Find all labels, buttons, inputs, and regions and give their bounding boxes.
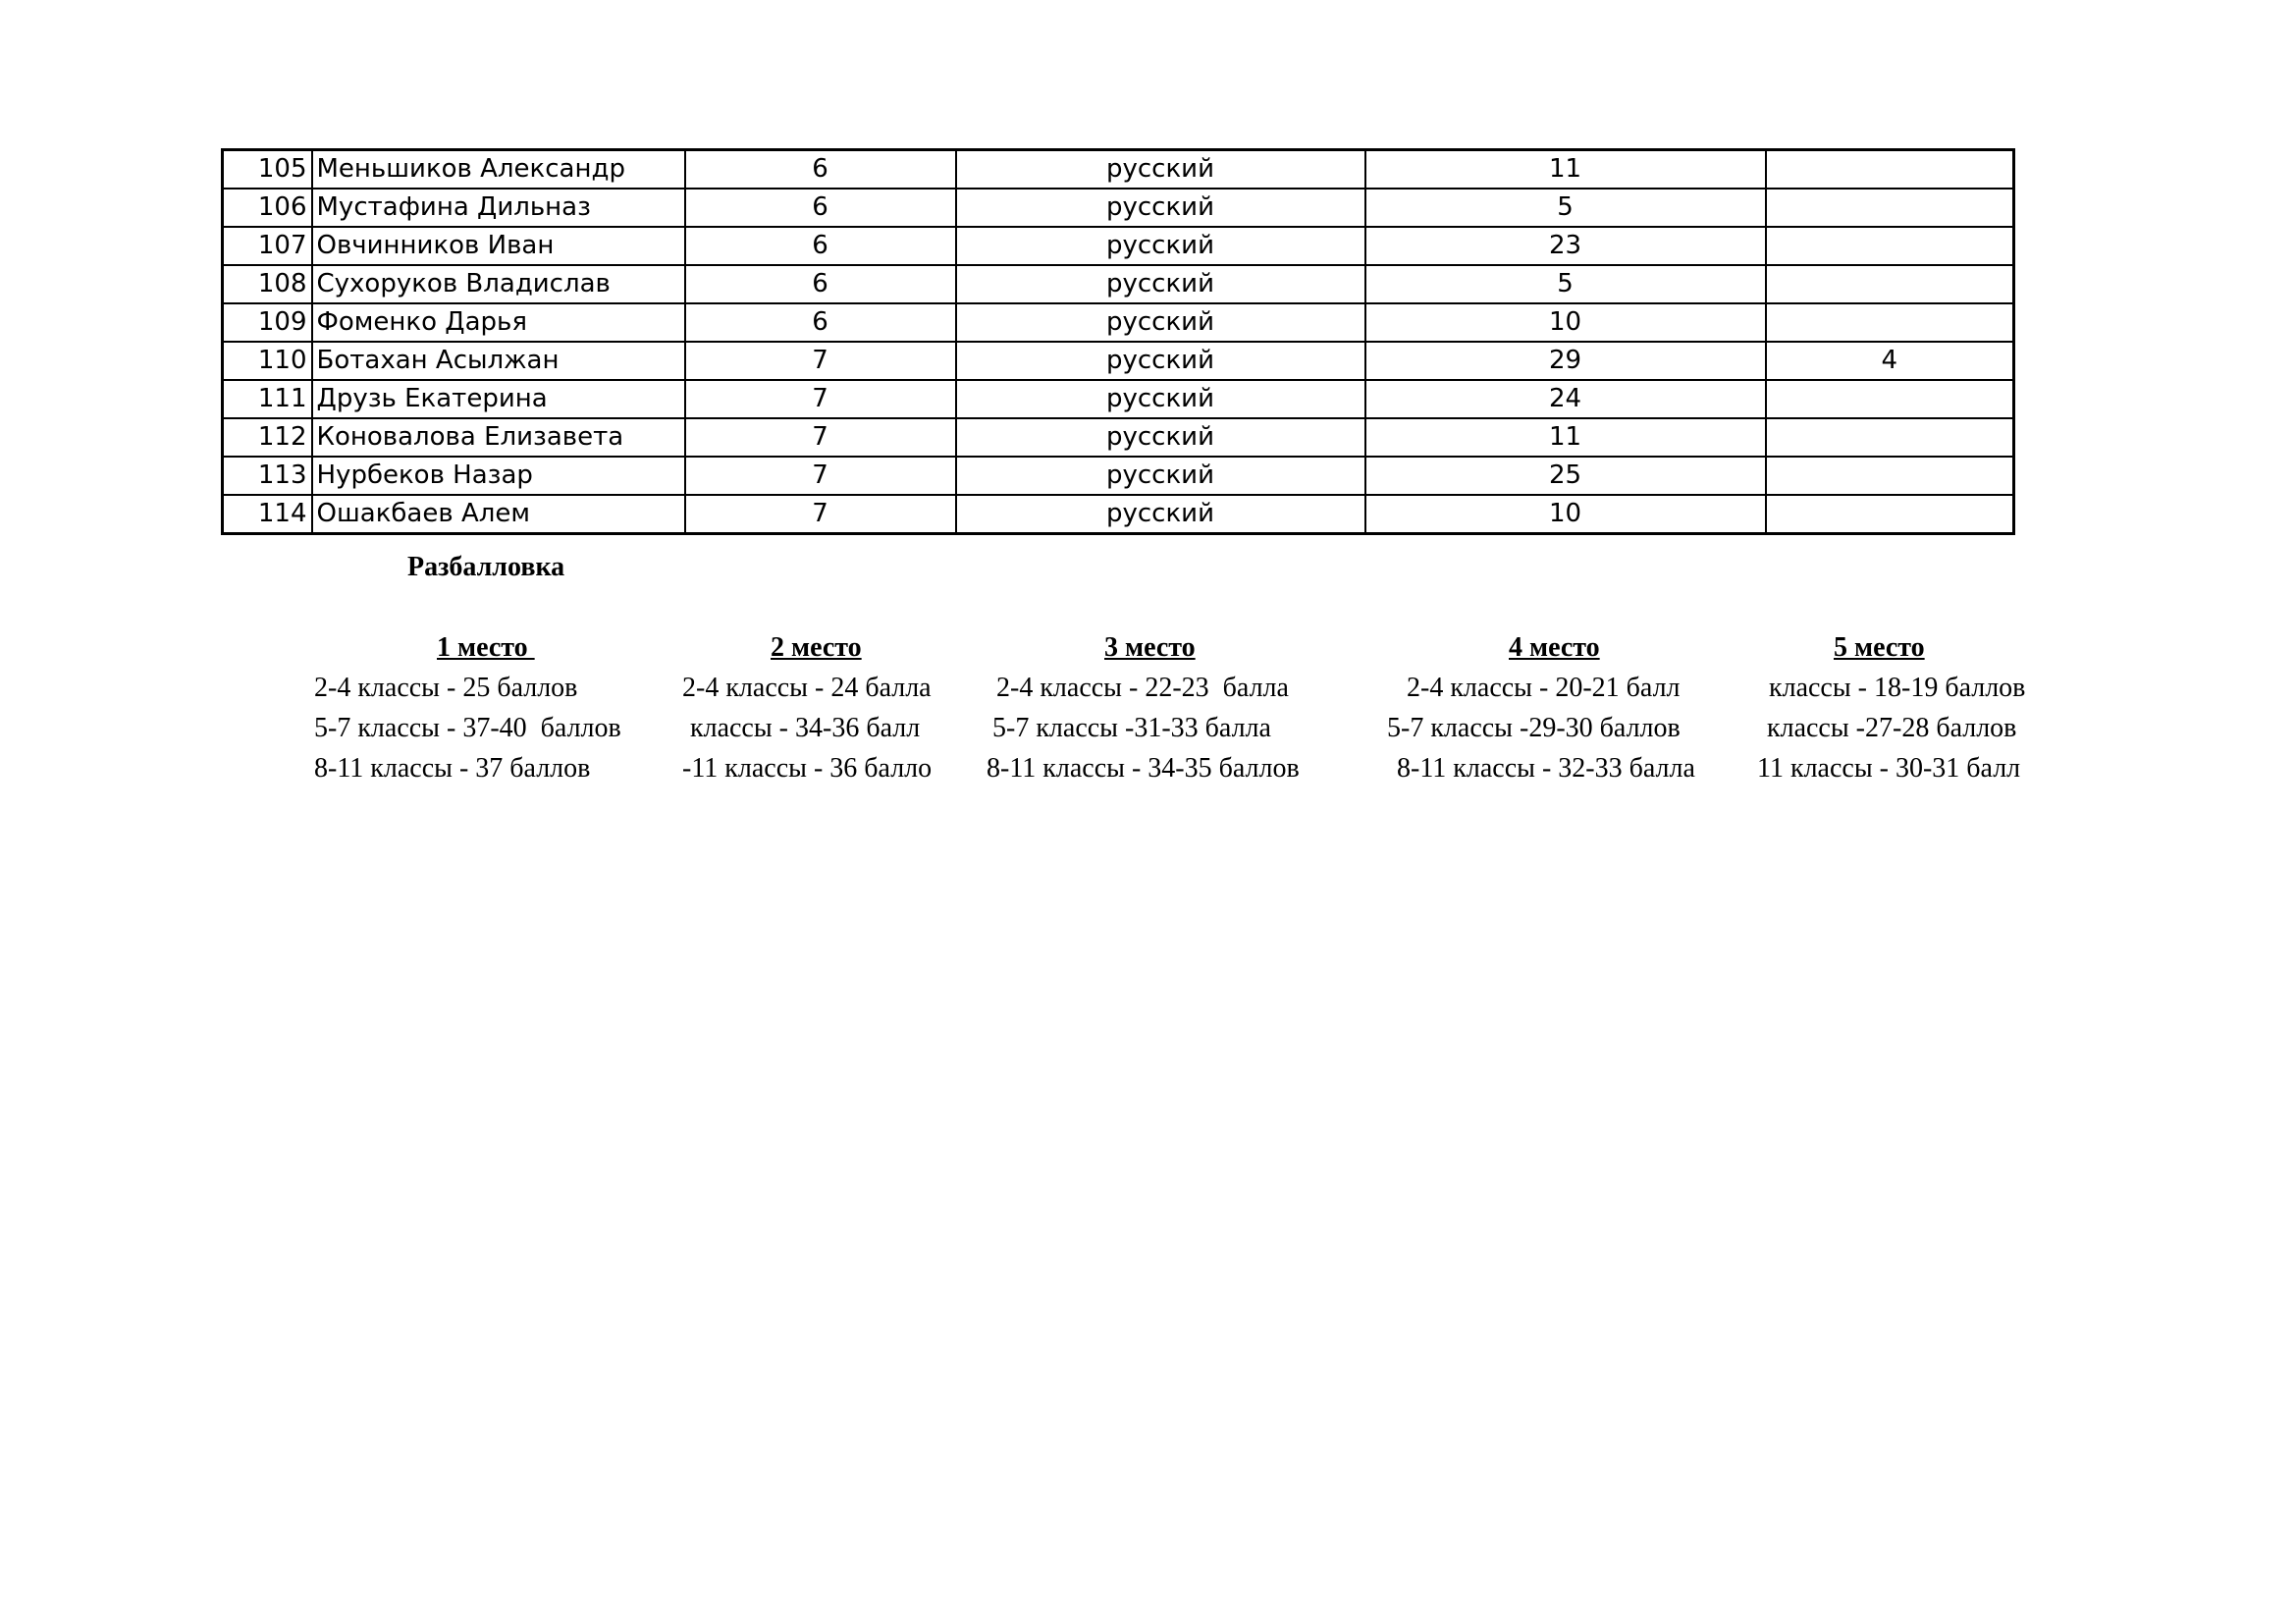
grade-cell: 6: [685, 303, 956, 342]
score-cell: 11: [1365, 150, 1766, 189]
place-line: 5-7 классы -31-33 балла: [992, 713, 1271, 743]
place-line: 2-4 классы - 22-23 балла: [996, 673, 1289, 703]
score-cell: 29: [1365, 342, 1766, 380]
grade-cell: 6: [685, 189, 956, 227]
table-row: [223, 189, 2014, 227]
table-row: [223, 227, 2014, 265]
grade-cell: 7: [685, 342, 956, 380]
score-cell: 24: [1365, 380, 1766, 418]
table-row: [223, 495, 2014, 534]
table-row: [223, 418, 2014, 457]
place-cell: [1766, 457, 2014, 495]
place-line: 2-4 классы - 24 балла: [682, 673, 932, 703]
language-cell: русский: [956, 150, 1365, 189]
grade-cell: 6: [685, 227, 956, 265]
place-1-column: [314, 628, 677, 785]
language-cell: русский: [956, 342, 1365, 380]
score-cell: 5: [1365, 189, 1766, 227]
table-row: [223, 380, 2014, 418]
language-cell: русский: [956, 303, 1365, 342]
row-number-cell: 112: [223, 418, 312, 457]
scoring-title: Разбалловка: [407, 552, 565, 582]
grade-cell: 7: [685, 418, 956, 457]
place-line: 2-4 классы - 25 баллов: [314, 673, 578, 703]
results-table-body: [223, 150, 2014, 534]
table-row: [223, 150, 2014, 189]
place-line: 8-11 классы - 32-33 балла: [1397, 753, 1695, 784]
student-name-cell: Ошакбаев Алем: [312, 495, 685, 534]
language-cell: русский: [956, 265, 1365, 303]
place-line: классы - 34-36 балл: [690, 713, 921, 743]
place-heading: 3 место: [1104, 632, 1196, 663]
language-cell: русский: [956, 418, 1365, 457]
place-3-column: [987, 628, 1379, 785]
place-line: 5-7 классы -29-30 баллов: [1387, 713, 1681, 743]
place-heading: 5 место: [1834, 632, 1925, 663]
place-cell: [1766, 303, 2014, 342]
score-cell: 10: [1365, 303, 1766, 342]
place-4-column: [1379, 628, 1752, 785]
place-cell: [1766, 380, 2014, 418]
place-line: классы - 18-19 баллов: [1769, 673, 2026, 703]
table-row: [223, 457, 2014, 495]
student-name-cell: Мустафина Дильназ: [312, 189, 685, 227]
row-number-cell: 105: [223, 150, 312, 189]
table-row: [223, 303, 2014, 342]
grade-cell: 6: [685, 150, 956, 189]
place-heading: 2 место: [771, 632, 862, 663]
place-line: 8-11 классы - 37 баллов: [314, 753, 591, 784]
student-name-cell: Коновалова Елизавета: [312, 418, 685, 457]
student-name-cell: Друзь Екатерина: [312, 380, 685, 418]
score-cell: 5: [1365, 265, 1766, 303]
place-2-column: [682, 628, 952, 785]
table-row: [223, 342, 2014, 380]
score-cell: 23: [1365, 227, 1766, 265]
place-cell: [1766, 495, 2014, 534]
student-name-cell: Нурбеков Назар: [312, 457, 685, 495]
language-cell: русский: [956, 495, 1365, 534]
row-number-cell: 106: [223, 189, 312, 227]
grade-cell: 7: [685, 380, 956, 418]
score-cell: 25: [1365, 457, 1766, 495]
language-cell: русский: [956, 380, 1365, 418]
table-row: [223, 265, 2014, 303]
row-number-cell: 109: [223, 303, 312, 342]
place-cell: 4: [1766, 342, 2014, 380]
place-line: 8-11 классы - 34-35 баллов: [987, 753, 1300, 784]
place-cell: [1766, 418, 2014, 457]
row-number-cell: 108: [223, 265, 312, 303]
language-cell: русский: [956, 227, 1365, 265]
language-cell: русский: [956, 189, 1365, 227]
score-cell: 11: [1365, 418, 1766, 457]
place-cell: [1766, 150, 2014, 189]
student-name-cell: Меньшиков Александр: [312, 150, 685, 189]
place-cell: [1766, 227, 2014, 265]
place-5-column: [1757, 628, 2081, 785]
grade-cell: 7: [685, 495, 956, 534]
score-cell: 10: [1365, 495, 1766, 534]
student-name-cell: Ботахан Асылжан: [312, 342, 685, 380]
place-heading: 1 место: [437, 632, 535, 663]
place-line: 5-7 классы - 37-40 баллов: [314, 713, 621, 743]
grade-cell: 6: [685, 265, 956, 303]
results-table: [221, 148, 2015, 535]
row-number-cell: 107: [223, 227, 312, 265]
student-name-cell: Сухоруков Владислав: [312, 265, 685, 303]
student-name-cell: Фоменко Дарья: [312, 303, 685, 342]
language-cell: русский: [956, 457, 1365, 495]
place-cell: [1766, 189, 2014, 227]
row-number-cell: 113: [223, 457, 312, 495]
row-number-cell: 114: [223, 495, 312, 534]
row-number-cell: 111: [223, 380, 312, 418]
place-line: классы -27-28 баллов: [1767, 713, 2017, 743]
place-heading: 4 место: [1509, 632, 1600, 663]
place-line: -11 классы - 36 балло: [682, 753, 933, 784]
place-line: 2-4 классы - 20-21 балл: [1407, 673, 1681, 703]
grade-cell: 7: [685, 457, 956, 495]
place-line: 11 классы - 30-31 балл: [1757, 753, 2021, 784]
row-number-cell: 110: [223, 342, 312, 380]
student-name-cell: Овчинников Иван: [312, 227, 685, 265]
place-cell: [1766, 265, 2014, 303]
